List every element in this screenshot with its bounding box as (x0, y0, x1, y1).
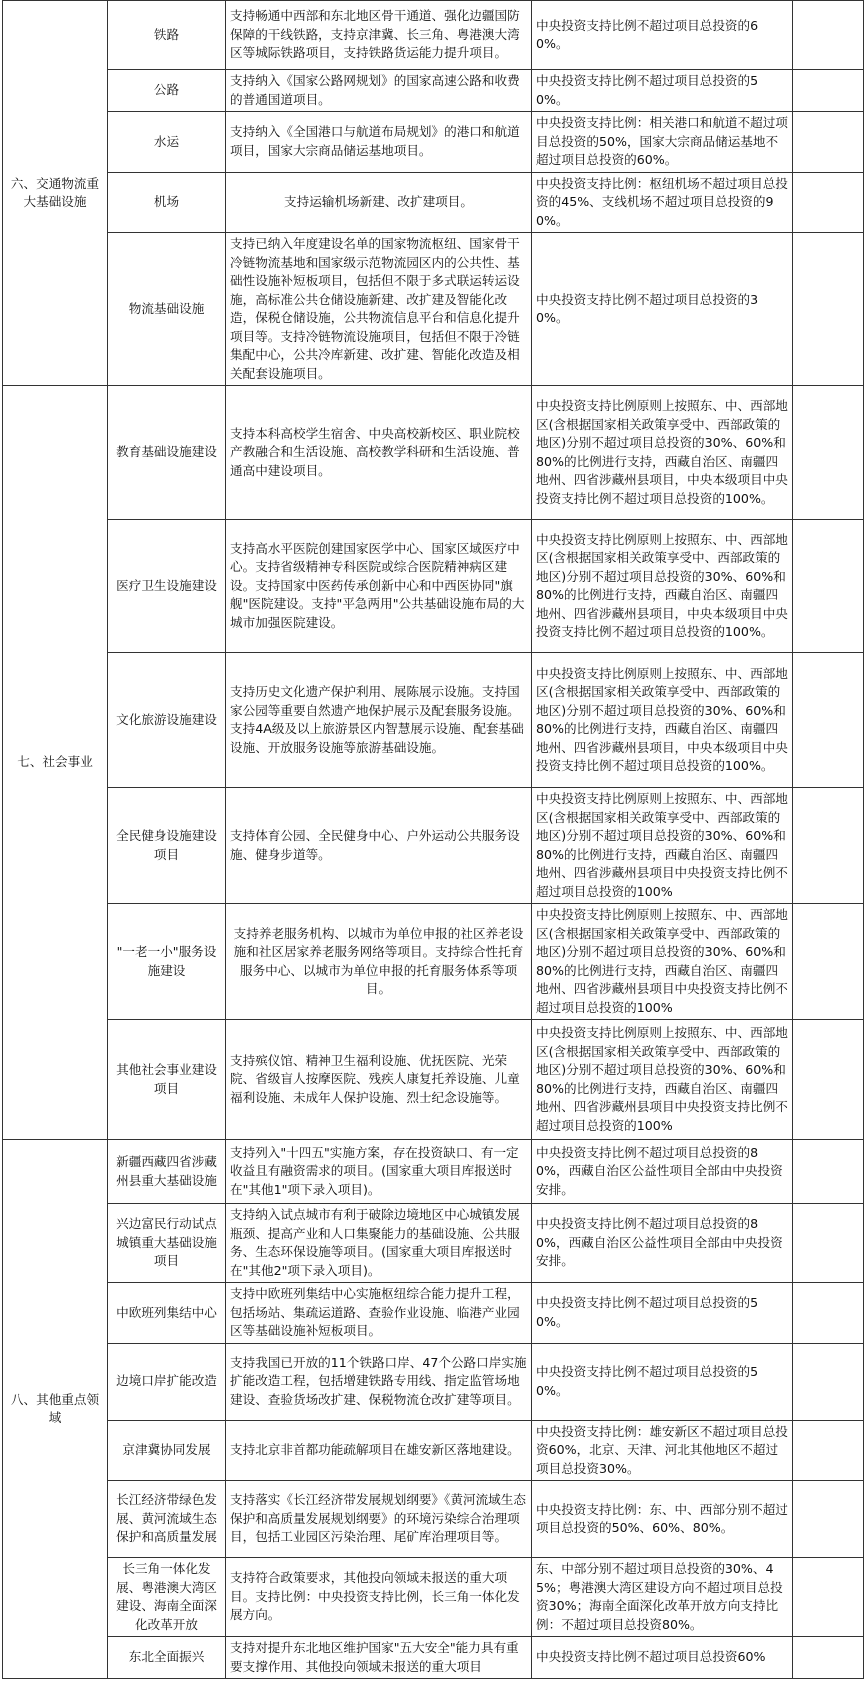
support-ratio-cell: 中央投资支持比例不超过项目总投资60% (532, 1637, 793, 1679)
table-row (3, 1020, 864, 1140)
support-ratio-cell: 中央投资支持比例不超过项目总投资的30%。 (532, 233, 793, 386)
support-ratio-cell: 东、中部分别不超过项目总投资的30%、45%；粤港澳大湾区建设方向不超过项目总投资30%；海南全面深化改革开放方向支持比例：不超过项目总投资80%。 (532, 1558, 793, 1637)
table-row (3, 1637, 864, 1679)
support-condition-cell: 支持对提升东北地区维护国家"五大安全"能力具有重要支撑作用、其他投向领域未报送的重大项目 (226, 1637, 532, 1679)
subcategory-cell: 长三角一体化发展、粤港澳大湾区建设、海南全面深化改革开放 (108, 1558, 226, 1637)
table-row (3, 1420, 864, 1481)
blank-cell (793, 1283, 864, 1344)
blank-cell (793, 1204, 864, 1283)
support-condition-cell: 支持落实《长江经济带发展规划纲要》《黄河流域生态保护和高质量发展规划纲要》的环境污染综合治理项目，包括工业园区污染治理、尾矿库治理项目等。 (226, 1481, 532, 1558)
support-ratio-cell: 中央投资支持比例：雄安新区不超过项目总投资60%，北京、天津、河北其他地区不超过项目总投资30%。 (532, 1420, 793, 1481)
blank-cell (793, 386, 864, 520)
subcategory-cell: 长江经济带绿色发展、黄河流域生态保护和高质量发展 (108, 1481, 226, 1558)
support-condition-cell: 支持已纳入年度建设名单的国家物流枢纽、国家骨干冷链物流基地和国家级示范物流园区内的公共性、基础性设施补短板项目，包括但不限于多式联运转运设施，高标准公共仓储设施新建、改扩建及智能化改造，保税仓储设施，公共物流信息平台和信息化提升项目等。支持冷链物流设施项目，包括但不限于冷链集配中心，公共冷库新建、改扩建、智能化改造及相关配套设施项目。 (226, 233, 532, 386)
support-ratio-cell: 中央投资支持比例原则上按照东、中、西部地区(含根据国家相关政策享受中、西部政策的地区)分别不超过项目总投资的30%、60%和80%的比例进行支持，西藏自治区、南疆四地州、四省涉藏州县项目，中央本级项目中央投资支持比例不超过项目总投资的100%。 (532, 386, 793, 520)
blank-cell (793, 520, 864, 653)
support-ratio-cell: 中央投资支持比例不超过项目总投资的80%，西藏自治区公益性项目全部由中央投资安排。 (532, 1140, 793, 1204)
blank-cell (793, 1420, 864, 1481)
subcategory-cell: 水运 (108, 112, 226, 173)
table-row (3, 1140, 864, 1204)
table-row (3, 112, 864, 173)
table-row (3, 172, 864, 233)
support-condition-cell: 支持高水平医院创建国家医学中心、国家区域医疗中心。支持省级精神专科医院或综合医院精神病区建设。支持国家中医药传承创新中心和中西医协同"旗舰"医院建设。支持"平急两用"公共基础设施布局的大城市加强医院建设。 (226, 520, 532, 653)
support-condition-cell: 支持本科高校学生宿舍、中央高校新校区、职业院校产教融合和生活设施、高校教学科研和生活设施、普通高中建设项目。 (226, 386, 532, 520)
subcategory-cell: "一老一小"服务设施建设 (108, 904, 226, 1020)
table-row (3, 1, 864, 70)
support-ratio-cell: 中央投资支持比例：枢纽机场不超过项目总投资的45%、支线机场不超过项目总投资的90%。 (532, 172, 793, 233)
support-ratio-cell: 中央投资支持比例不超过项目总投资的80%，西藏自治区公益性项目全部由中央投资安排。 (532, 1204, 793, 1283)
support-condition-cell: 支持北京非首都功能疏解项目在雄安新区落地建设。 (226, 1420, 532, 1481)
blank-cell (793, 1481, 864, 1558)
category-cell: 六、交通物流重大基础设施 (3, 1, 108, 386)
blank-cell (793, 1020, 864, 1140)
support-condition-cell: 支持纳入《全国港口与航道布局规划》的港口和航道项目，国家大宗商品储运基地项目。 (226, 112, 532, 173)
subcategory-cell: 医疗卫生设施建设 (108, 520, 226, 653)
subcategory-cell: 文化旅游设施建设 (108, 653, 226, 788)
subcategory-cell: 其他社会事业建设项目 (108, 1020, 226, 1140)
table-row (3, 1283, 864, 1344)
table-row (3, 1558, 864, 1637)
support-condition-cell: 支持养老服务机构、以城市为单位申报的社区养老设施和社区居家养老服务网络等项目。支持综合性托育服务中心、以城市为单位申报的托育服务体系等项目。 (226, 904, 532, 1020)
subcategory-cell: 京津冀协同发展 (108, 1420, 226, 1481)
support-condition-cell: 支持我国已开放的11个铁路口岸、47个公路口岸实施扩能改造工程，包括增建铁路专用线、指定监管场地建设、查验货场改扩建、保税物流仓改扩建等项目。 (226, 1343, 532, 1420)
subcategory-cell: 边境口岸扩能改造 (108, 1343, 226, 1420)
category-cell: 八、其他重点领域 (3, 1140, 108, 1679)
table-row (3, 1343, 864, 1420)
table-row (3, 1481, 864, 1558)
subcategory-cell: 铁路 (108, 1, 226, 70)
support-condition-cell: 支持中欧班列集结中心实施枢纽综合能力提升工程，包括场站、集疏运道路、查验作业设施、临港产业园区等基础设施补短板项目。 (226, 1283, 532, 1344)
subcategory-cell: 中欧班列集结中心 (108, 1283, 226, 1344)
table-row (3, 904, 864, 1020)
support-ratio-cell: 中央投资支持比例不超过项目总投资的50%。 (532, 1283, 793, 1344)
subcategory-cell: 新疆西藏四省涉藏州县重大基础设施 (108, 1140, 226, 1204)
support-condition-cell: 支持运输机场新建、改扩建项目。 (226, 172, 532, 233)
support-ratio-cell: 中央投资支持比例不超过项目总投资的60%。 (532, 1, 793, 70)
support-condition-cell: 支持历史文化遗产保护利用、展陈展示设施。支持国家公园等重要自然遗产地保护展示及配套服务设施。支持4A级及以上旅游景区内智慧展示设施、配套基础设施、开放服务设施等旅游基础设施。 (226, 653, 532, 788)
blank-cell (793, 904, 864, 1020)
support-ratio-cell: 中央投资支持比例原则上按照东、中、西部地区(含根据国家相关政策享受中、西部政策的地区)分别不超过项目总投资的30%、60%和80%的比例进行支持，西藏自治区、南疆四地州、四省涉藏州县项目，中央本级项目中央投资支持比例不超过项目总投资的100%。 (532, 520, 793, 653)
support-condition-cell: 支持殡仪馆、精神卫生福利设施、优抚医院、光荣院、省级盲人按摩医院、残疾人康复托养设施、儿童福利设施、未成年人保护设施、烈士纪念设施等。 (226, 1020, 532, 1140)
table-row (3, 520, 864, 653)
subcategory-cell: 公路 (108, 70, 226, 112)
table-body (3, 1, 864, 1679)
support-condition-cell: 支持纳入试点城市有利于破除边境地区中心城镇发展瓶颈、提高产业和人口集聚能力的基础设施、公共服务、生态环保设施等项目。(国家重大项目库报送时在"其他2"项下录入项目)。 (226, 1204, 532, 1283)
table-row (3, 1204, 864, 1283)
blank-cell (793, 1343, 864, 1420)
blank-cell (793, 112, 864, 173)
support-ratio-cell: 中央投资支持比例不超过项目总投资的50%。 (532, 1343, 793, 1420)
subcategory-cell: 物流基础设施 (108, 233, 226, 386)
table-row (3, 653, 864, 788)
table-row (3, 788, 864, 904)
subcategory-cell: 东北全面振兴 (108, 1637, 226, 1679)
blank-cell (793, 1558, 864, 1637)
support-condition-cell: 支持体育公园、全民健身中心、户外运动公共服务设施、健身步道等。 (226, 788, 532, 904)
support-ratio-cell: 中央投资支持比例不超过项目总投资的50%。 (532, 70, 793, 112)
blank-cell (793, 1, 864, 70)
table-row (3, 70, 864, 112)
support-condition-cell: 支持纳入《国家公路网规划》的国家高速公路和收费的普通国道项目。 (226, 70, 532, 112)
support-ratio-cell: 中央投资支持比例原则上按照东、中、西部地区(含根据国家相关政策享受中、西部政策的地区)分别不超过项目总投资的30%、60%和80%的比例进行支持，西藏自治区、南疆四地州、四省涉藏州县项目中央投资支持比例不超过项目总投资的100% (532, 904, 793, 1020)
subcategory-cell: 机场 (108, 172, 226, 233)
table-row (3, 386, 864, 520)
blank-cell (793, 172, 864, 233)
subcategory-cell: 教育基础设施建设 (108, 386, 226, 520)
blank-cell (793, 70, 864, 112)
blank-cell (793, 788, 864, 904)
support-ratio-cell: 中央投资支持比例：东、中、西部分别不超过项目总投资的50%、60%、80%。 (532, 1481, 793, 1558)
blank-cell (793, 233, 864, 386)
blank-cell (793, 1637, 864, 1679)
blank-cell (793, 1140, 864, 1204)
table-row (3, 233, 864, 386)
support-condition-cell: 支持畅通中西部和东北地区骨干通道、强化边疆国防保障的干线铁路，支持京津冀、长三角、粤港澳大湾区等城际铁路项目，支持铁路货运能力提升项目。 (226, 1, 532, 70)
category-cell: 七、社会事业 (3, 386, 108, 1140)
support-condition-cell: 支持符合政策要求，其他投向领域未报送的重大项目。支持比例：中央投资支持比例，长三角一体化发展方向。 (226, 1558, 532, 1637)
support-ratio-cell: 中央投资支持比例原则上按照东、中、西部地区(含根据国家相关政策享受中、西部政策的地区)分别不超过项目总投资的30%、60%和80%的比例进行支持，西藏自治区、南疆四地州、四省涉藏州县项目中央投资支持比例不超过项目总投资的100% (532, 1020, 793, 1140)
support-ratio-cell: 中央投资支持比例：相关港口和航道不超过项目总投资的50%，国家大宗商品储运基地不超过项目总投资的60%。 (532, 112, 793, 173)
support-ratio-cell: 中央投资支持比例原则上按照东、中、西部地区(含根据国家相关政策享受中、西部政策的地区)分别不超过项目总投资的30%、60%和80%的比例进行支持，西藏自治区、南疆四地州、四省涉藏州县项目，中央本级项目中央投资支持比例不超过项目总投资的100%。 (532, 653, 793, 788)
blank-cell (793, 653, 864, 788)
subcategory-cell: 兴边富民行动试点城镇重大基础设施项目 (108, 1204, 226, 1283)
investment-support-table (2, 0, 864, 1679)
subcategory-cell: 全民健身设施建设项目 (108, 788, 226, 904)
support-condition-cell: 支持列入"十四五"实施方案，存在投资缺口、有一定收益且有融资需求的项目。(国家重大项目库报送时在"其他1"项下录入项目)。 (226, 1140, 532, 1204)
support-ratio-cell: 中央投资支持比例原则上按照东、中、西部地区(含根据国家相关政策享受中、西部政策的地区)分别不超过项目总投资的30%、60%和80%的比例进行支持，西藏自治区、南疆四地州、四省涉藏州县项目中央投资支持比例不超过项目总投资的100% (532, 788, 793, 904)
